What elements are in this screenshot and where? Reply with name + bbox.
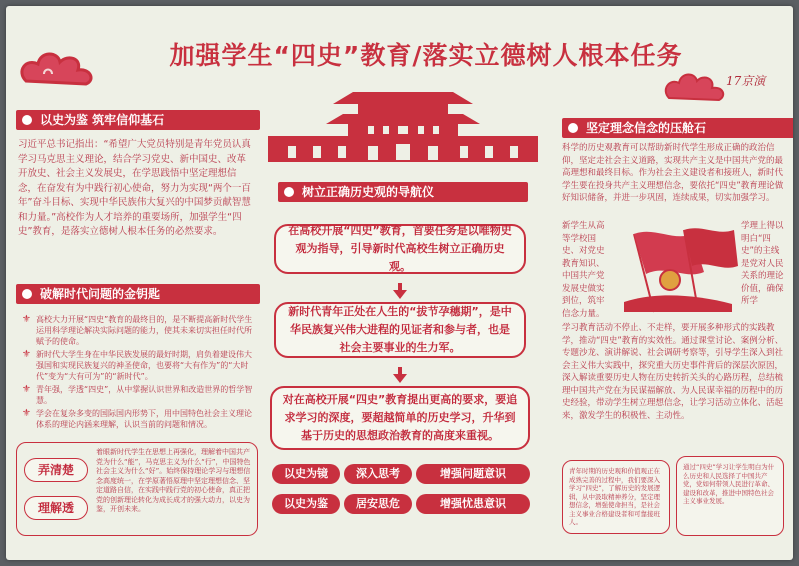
bullet-icon [284,187,294,197]
content-box-2: 新时代青年正处在人生的“拔节孕穗期”，是中华民族复兴伟大进程的见证者和参与者，也是社会主要事业的生力军。 [274,302,526,358]
pill-problem-awareness: 增强问题意识 [416,464,530,484]
pill-worry-awareness: 增强忧患意识 [416,494,530,514]
fleur-icon: ⚜ [22,384,31,395]
red-flags-icon [614,222,740,314]
right-paragraph-bottom: 学习教育活动不停止、不走样，要开展多种形式的实践教学，推动“四史”教育的实效性。通过课堂讨论、案例分析、专题沙龙、演讲解说、社会调研考察等，引导学生深入到社会主义伟大实践中，探究重大历史事件背后的深层次原因，深入解读重要历史人物在历史转折关头的心路历程，总结梳理中国共产党在为民谋福解放、为人民谋幸福的历程中的历史经验，带动学生树立理想信念，让学习活动立体化、活起来，激发学生的积极性、主动性。 [562,323,784,421]
fleur-icon: ⚜ [22,408,31,419]
summary-text: 着眼新时代学生在思想上再强化，理解着中国共产党为什么“能”，马克思主义为什么“行”，中国特色社会主义为什么“好”。始终保持理论学习与理想信念高度统一，在学原著悟原理中坚定理想信念、坚定道路自信，在实践中践行党的初心使命，真正把党的创新理论转化为成长成才的强大动力，以史为鉴，开创未来。 [96,448,251,513]
section-title: 坚定理念信念的压舱石 [586,121,707,135]
list-item: ⚜ 高校大力开展“四史”教育的最终目的，是不断提高新时代学生运用科学理论解决实际问题的能力，使其未来切实担任时代所赋予的使命。 [22,314,253,346]
note-box-left: 青年时期的历史观和价值观正在成熟完善的过程中，我们要深入学习“四史”，了解历史的发展逻辑，从中汲取精神养分，坚定理想信念，增强使命担当，是社会主义事业合格建设者和可靠接班人。 [562,460,670,534]
section-title: 以史为鉴 筑牢信仰基石 [40,113,165,127]
cloud-decoration-left-icon [16,46,106,91]
section-title: 树立正确历史观的导航仪 [302,185,435,199]
list-item: ⚜ 新时代大学生身在中华民族发展的最好时期，肩负着建设伟大强国和实现民族复兴的神圣使命，也要将“大有作为”的“大时代”变为“大有可为”的“新时代”。 [22,349,252,381]
tag-comprehend-thoroughly: 理解透 [24,496,88,520]
arrow-down-icon [393,374,407,383]
bullet-icon [22,115,32,125]
fleur-icon: ⚜ [22,349,31,360]
arrow-down-icon [393,290,407,299]
section-header-navigator [278,182,528,202]
list-item: ⚜ 学会在复杂多变的国际国内形势下，用中国特色社会主义理论体系的理论内涵来理解，认识当前的问题和情况。 [22,408,252,429]
pill-lesson: 以史为鉴 [272,494,340,514]
bullet-icon [568,123,578,133]
cloud-decoration-right-icon [661,68,731,104]
bullet-icon [22,289,32,299]
note-box-right: 通过“四史”学习让学生明白为什么历史和人民选择了中国共产党，党如何带领人民进行革命、建设和改革，推进中国特色社会主义事业发展。 [676,456,784,536]
quote-paragraph: 习近平总书记指出：“希望广大党员特别是青年党员认真学习马克思主义理论，结合学习党史、新中国史、改革开放史、社会主义发展史，在学思践悟中坚定理想信念，在奋发有为中践行初心使命，努力为实现“两个一百年”奋斗目标、实现中华民族伟大复兴的中国梦贡献智慧和力量。”高校作为人才培养的重要场所，加强学生“四史”教育，是落实立德树人根本任务的必然要求。 [18,139,251,237]
section-header-learn-from-history [16,110,260,130]
right-paragraph-right: 学理上得以明白“四史”的主线是党对人民关系的理论价值，确保所学 [741,221,784,306]
fleur-icon: ⚜ [22,314,31,325]
right-paragraph-left: 新学生从高等学校国史、对党史教育知识、中国共产党发展史做实到位，筑牢信念力量。 [562,221,605,319]
section-title: 破解时代问题的金钥匙 [40,287,161,301]
content-box-3: 对在高校开展“四史”教育提出更高的要求，要追求学习的深度，要超越简单的历史学习，升华到基于历史的思想政治教育的高度来重视。 [270,386,530,450]
section-header-ballast [562,118,793,138]
section-header-golden-key [16,284,260,304]
content-box-1: 在高校开展“四史”教育，首要任务是以唯物史观为指导，引导新时代高校生树立正确历史观。 [274,224,526,274]
list-item: ⚜ 青年强，学透“四史”，从中掌握认识世界和改造世界的哲学智慧。 [22,384,253,405]
pill-prepared: 居安思危 [344,494,412,514]
author-signature: 17京演 [726,74,766,88]
pill-mirror: 以史为镜 [272,464,340,484]
right-paragraph-top: 科学的历史观教育可以帮助新时代学生形成正确的政治信仰，坚定走社会主义道路，实现共产主义是中国共产党的最高理想和最终目标。作为社会主义建设者和接班人，新时代学生要在投身共产主义理想信念，要依托“四史”教育理论做好知识储备，并进一步巩固，连续成果，切实加强学习。 [562,143,784,203]
tag-understand-clearly: 弄清楚 [24,458,88,482]
pill-deep-thinking: 深入思考 [344,464,412,484]
poster [6,6,793,560]
poster-title: 加强学生“四史”教育/落实立德树人根本任务 [169,41,683,70]
tiananmen-gate-icon [268,82,538,162]
